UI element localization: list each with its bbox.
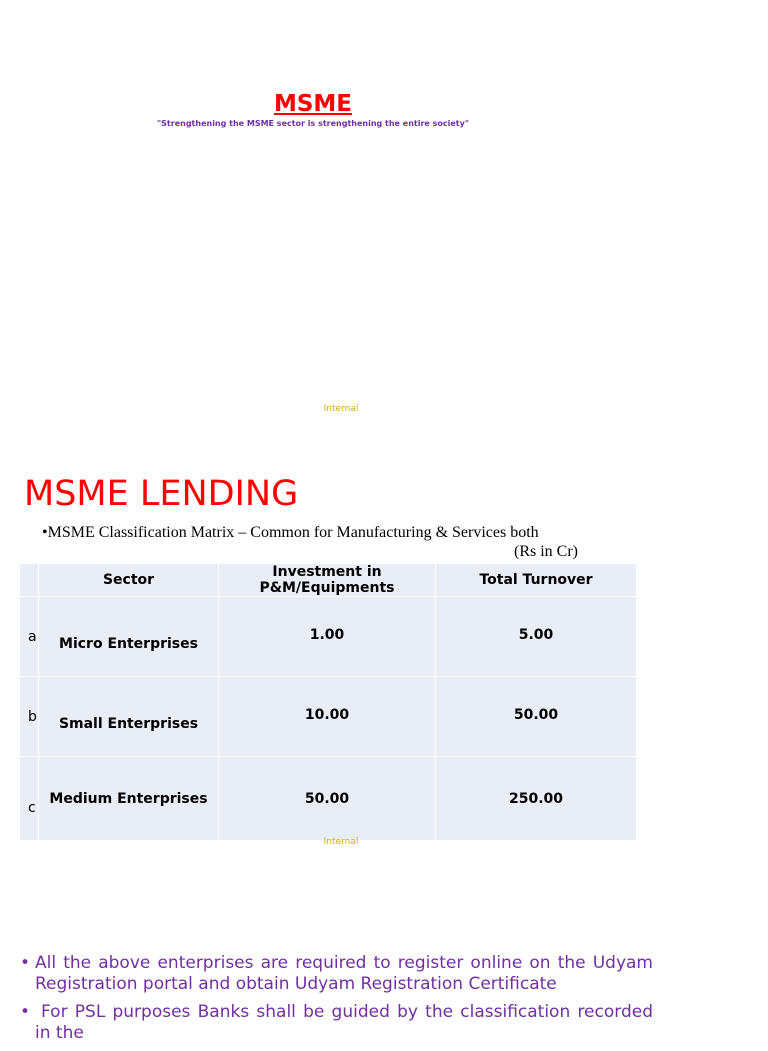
header-index	[20, 564, 39, 597]
bullet-text: All the above enterprises are required to register online on the Udyam Registration portal and obtain Udyam Registration Certificate	[35, 953, 653, 994]
subtitle-text: MSME Classification Matrix – Common for Manufacturing & Services both	[47, 524, 539, 541]
classification-table	[19, 563, 637, 841]
slide2-subtitle: •MSME Classification Matrix – Common for Manufacturing & Services both	[42, 524, 539, 541]
slide1-title: MSME	[273, 91, 353, 117]
row-investment: 1.00	[219, 597, 436, 677]
header-investment: Investment in P&M/Equipments	[219, 564, 436, 597]
table-row	[20, 597, 637, 677]
bullet-text: For PSL purposes Banks shall be guided by the classification recorded in the	[35, 1002, 653, 1043]
row-investment: 50.00	[219, 757, 436, 841]
row-index: a	[20, 597, 39, 677]
table-row	[20, 677, 637, 757]
row-index: c	[20, 757, 39, 841]
row-investment: 10.00	[219, 677, 436, 757]
row-turnover: 250.00	[436, 757, 637, 841]
row-sector: Medium Enterprises	[39, 757, 219, 841]
slide2-footer-label: Internal	[323, 837, 359, 847]
table-row	[20, 757, 637, 841]
slide2-title: MSME LENDING	[24, 474, 299, 514]
slide3-bullet-list	[20, 953, 653, 1051]
row-sector: Micro Enterprises	[39, 597, 219, 677]
slide1-tagline: "Strengthening the MSME sector is strengthening the entire society"	[157, 119, 469, 128]
slide1-footer-label: Internal	[323, 404, 359, 414]
units-label: (Rs in Cr)	[514, 543, 578, 560]
bullet-dot-icon: •	[20, 953, 31, 973]
row-index: b	[20, 677, 39, 757]
header-sector: Sector	[39, 564, 219, 597]
bullet-dot-icon: •	[20, 1002, 31, 1022]
table-header-row	[20, 564, 637, 597]
list-item	[20, 1002, 653, 1044]
header-turnover: Total Turnover	[436, 564, 637, 597]
list-item	[20, 953, 653, 995]
row-turnover: 5.00	[436, 597, 637, 677]
row-sector: Small Enterprises	[39, 677, 219, 757]
row-turnover: 50.00	[436, 677, 637, 757]
